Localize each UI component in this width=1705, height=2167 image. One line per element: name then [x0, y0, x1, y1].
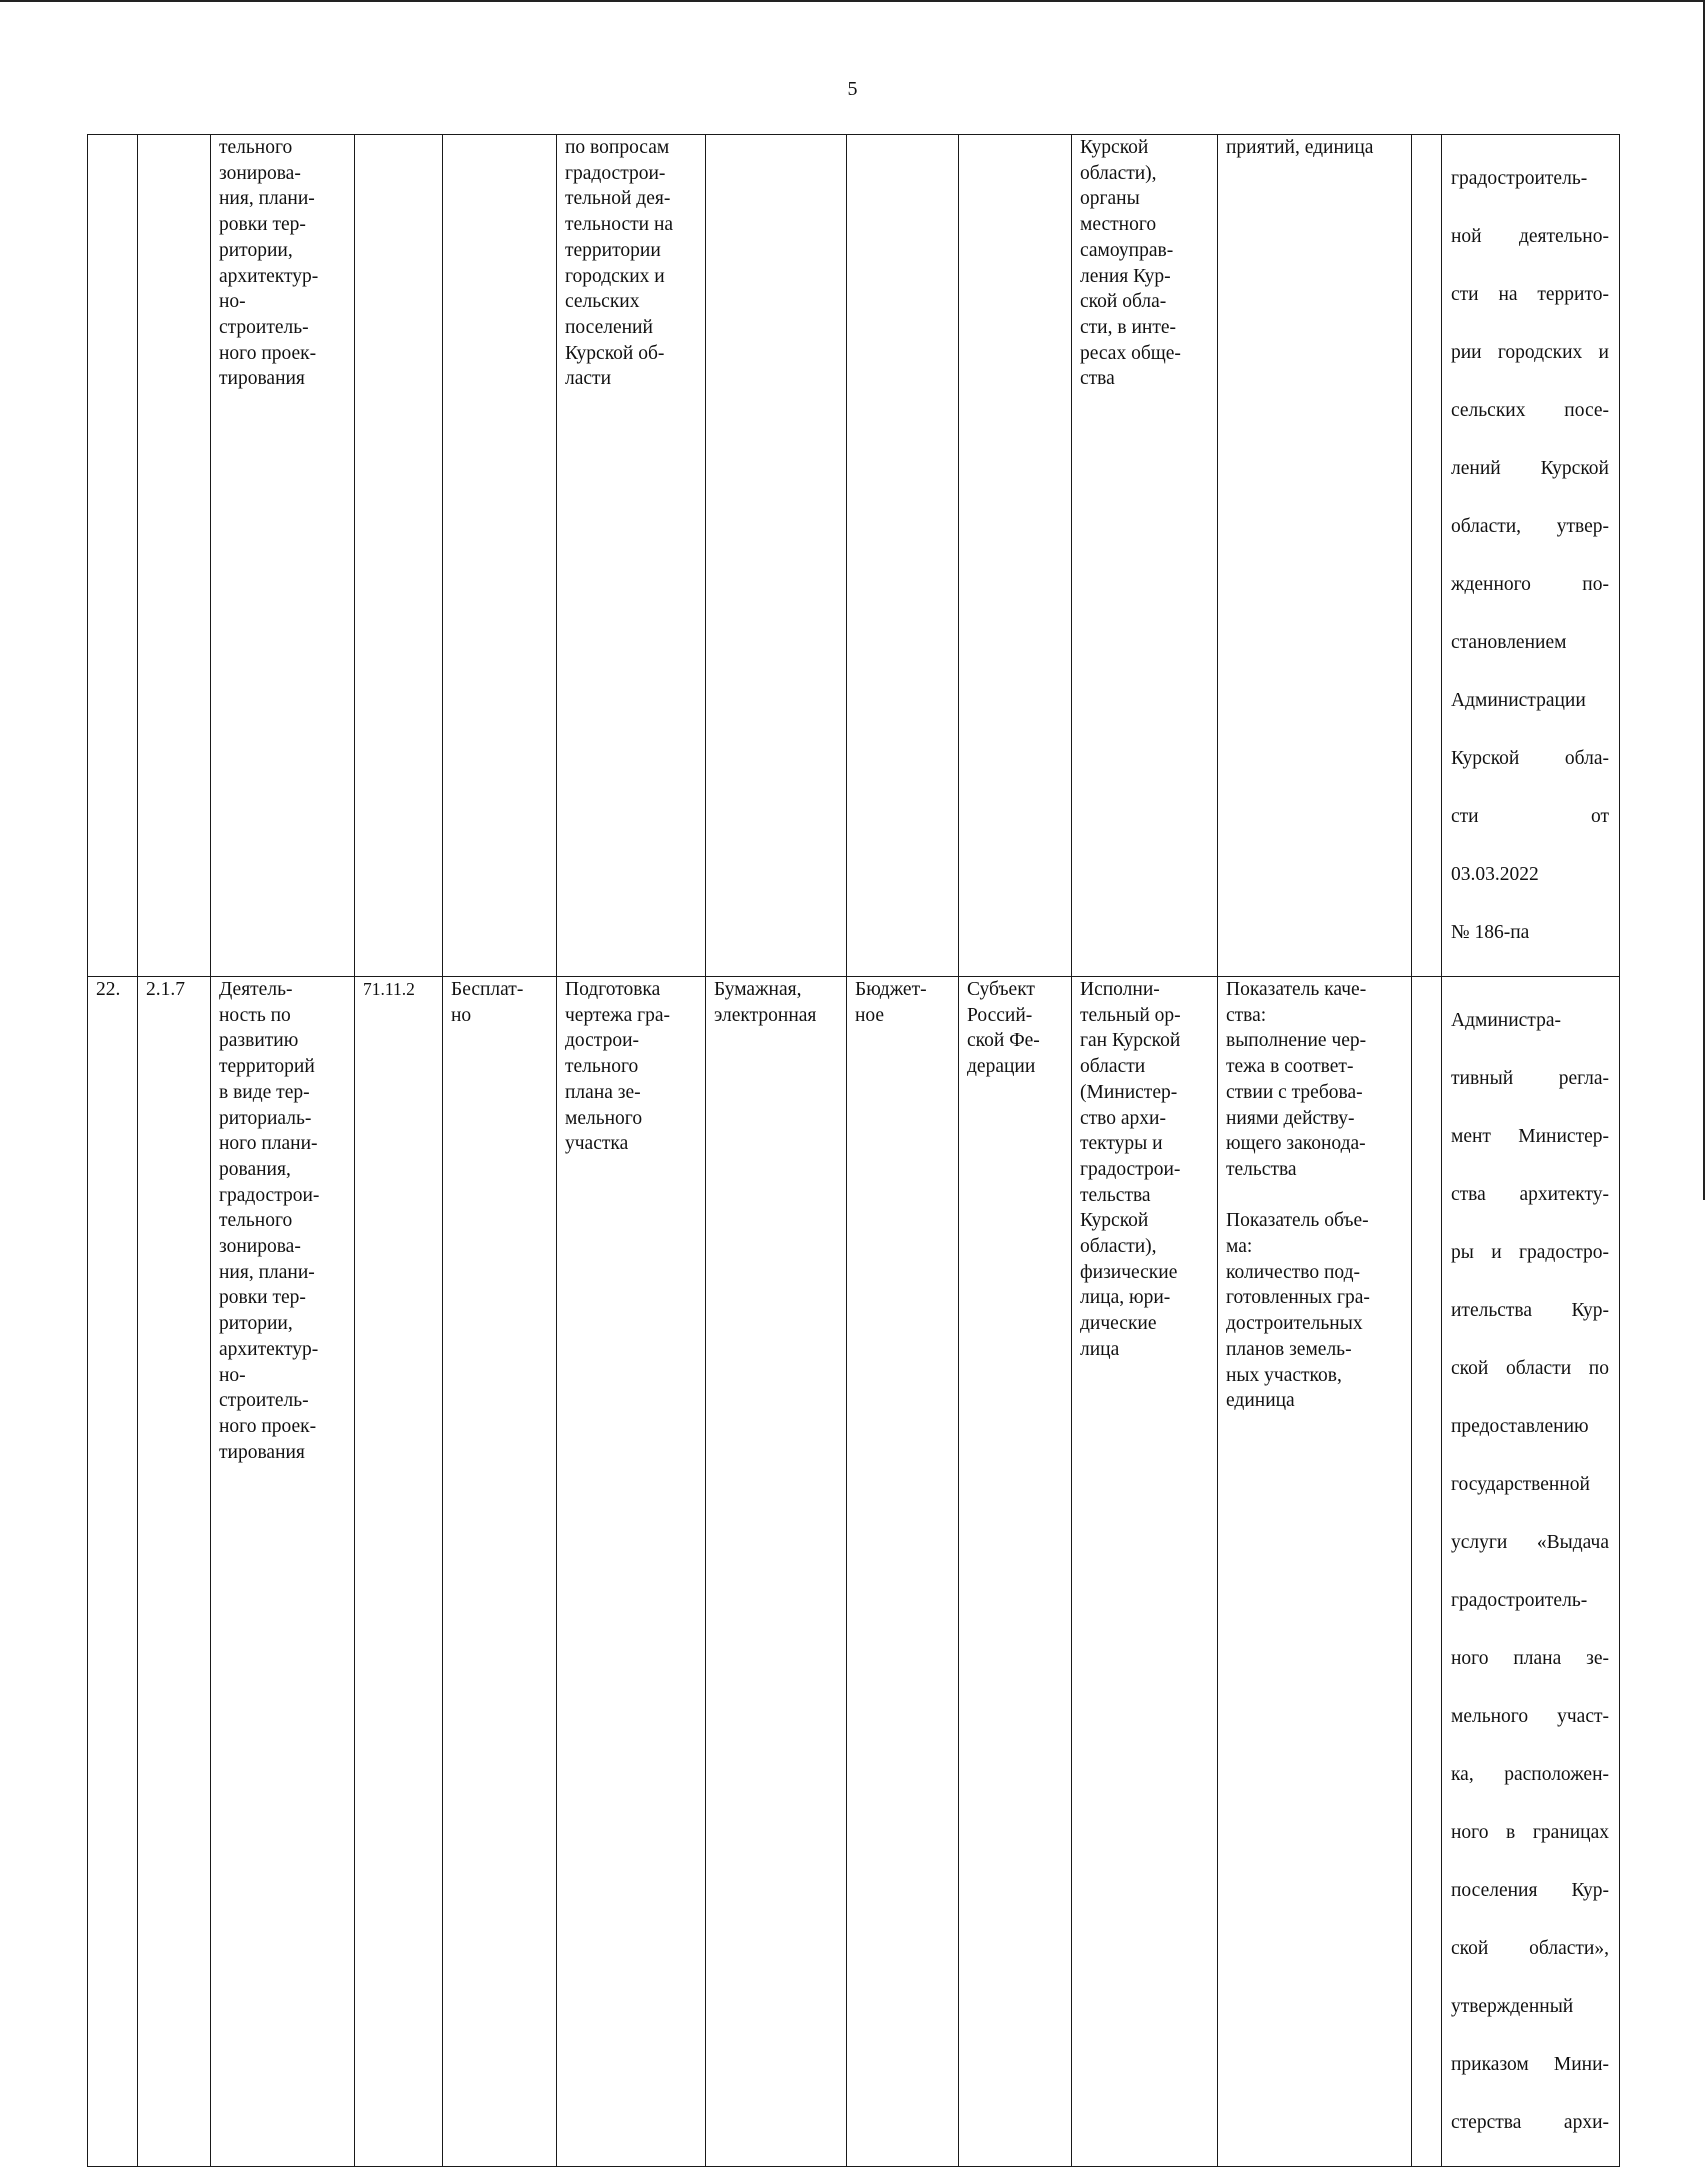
- cell-activity: Деятель- ность по развитию территорий в виде тер- риториаль- ного плани- рования, градострои- тельного зонирова- ния, плани- ровки тер- ритории, архитектур- но- строитель- ного проек- тирования: [211, 977, 355, 2167]
- basis-line: ного в границах: [1451, 1822, 1609, 1843]
- basis-line: Администрации: [1451, 690, 1586, 711]
- cell-extra: [1412, 135, 1442, 977]
- basis-line: жденного по-: [1451, 574, 1609, 595]
- cell-payment: Бесплат- но: [443, 977, 557, 2167]
- table-row-continuation: [88, 135, 1620, 977]
- basis-line: лений Курской: [1451, 458, 1609, 479]
- basis-line: ства архитекту-: [1451, 1184, 1609, 1205]
- basis-line: утвержденный: [1451, 1996, 1574, 2017]
- cell-indicators: приятий, единица: [1218, 135, 1412, 977]
- basis-line: предоставлению: [1451, 1416, 1589, 1437]
- cell-consumers: Курской области), органы местного самоуправ- ления Кур- ской обла- сти, в инте- ресах обще- ства: [1072, 135, 1218, 977]
- basis-line: № 186-па: [1451, 922, 1530, 943]
- cell-basis: [1442, 135, 1620, 977]
- basis-line: области, утвер-: [1451, 516, 1609, 537]
- basis-line: ской области по: [1451, 1358, 1609, 1379]
- cell-content: Подготовка чертежа гра- дострои- тельного плана зе- мельного участка: [557, 977, 706, 2167]
- basis-line: мент Министер-: [1451, 1126, 1609, 1147]
- basis-line: ительства Кур-: [1451, 1300, 1609, 1321]
- basis-line: сти от: [1451, 806, 1609, 827]
- cell-okved: [355, 135, 443, 977]
- cell-indicators: Показатель каче- ства: выполнение чер- тежа в соответ- ствии с требова- ниями действу- ющего законода- тельства Показатель объе- ма: количество под- готовленных гра- достроительных планов земель- ных участков, единица: [1218, 977, 1412, 2167]
- services-table: [87, 134, 1620, 2167]
- basis-line: ной деятельно-: [1451, 226, 1609, 247]
- basis-line: государственной: [1451, 1474, 1590, 1495]
- cell-form: [706, 135, 847, 977]
- basis-line: ры и градостро-: [1451, 1242, 1609, 1263]
- basis-line: градостроитель-: [1451, 1590, 1588, 1611]
- page-number: 5: [847, 78, 858, 100]
- cell-num: 22.: [88, 977, 138, 2167]
- basis-line: ного плана зе-: [1451, 1648, 1609, 1669]
- basis-line: Курской обла-: [1451, 748, 1609, 769]
- table-row-22: [88, 977, 1620, 2167]
- cell-num: [88, 135, 138, 977]
- cell-code: [138, 135, 211, 977]
- basis-line: градостроитель-: [1451, 168, 1588, 189]
- scan-edge-top: [0, 0, 1705, 2]
- cell-form: Бумажная, электронная: [706, 977, 847, 2167]
- cell-funding: [847, 135, 959, 977]
- cell-basis: [1442, 977, 1620, 2167]
- basis-line: приказом Мини-: [1451, 2054, 1609, 2075]
- cell-okved: 71.11.2: [355, 977, 443, 2167]
- basis-line: мельного участ-: [1451, 1706, 1609, 1727]
- basis-line: становлением: [1451, 632, 1567, 653]
- cell-code: 2.1.7: [138, 977, 211, 2167]
- basis-line: услуги «Выдача: [1451, 1532, 1609, 1553]
- cell-extra: [1412, 977, 1442, 2167]
- cell-content: по вопросам градострои- тельной дея- тельности на территории городских и сельских поселений Курской об- ласти: [557, 135, 706, 977]
- basis-line: сельских посе-: [1451, 400, 1609, 421]
- basis-line: сти на террито-: [1451, 284, 1609, 305]
- basis-line: рии городских и: [1451, 342, 1609, 363]
- cell-owner: Субъект Россий- ской Фе- дерации: [959, 977, 1072, 2167]
- basis-line: поселения Кур-: [1451, 1880, 1609, 1901]
- cell-activity: тельного зонирова- ния, плани- ровки тер- ритории, архитектур- но- строитель- ного проек- тирования: [211, 135, 355, 977]
- basis-line: ка, расположен-: [1451, 1764, 1609, 1785]
- cell-consumers: Исполни- тельный ор- ган Курской области (Министер- ство архи- тектуры и градострои- тельства Курской области), физические лица, юри- дические лица: [1072, 977, 1218, 2167]
- basis-line: тивный регла-: [1451, 1068, 1609, 1089]
- basis-line: стерства архи-: [1451, 2112, 1609, 2133]
- basis-line: 03.03.2022: [1451, 864, 1539, 885]
- cell-owner: [959, 135, 1072, 977]
- basis-line: Администра-: [1451, 1010, 1561, 1031]
- cell-payment: [443, 135, 557, 977]
- basis-line: ской области»,: [1451, 1938, 1609, 1959]
- cell-funding: Бюджет- ное: [847, 977, 959, 2167]
